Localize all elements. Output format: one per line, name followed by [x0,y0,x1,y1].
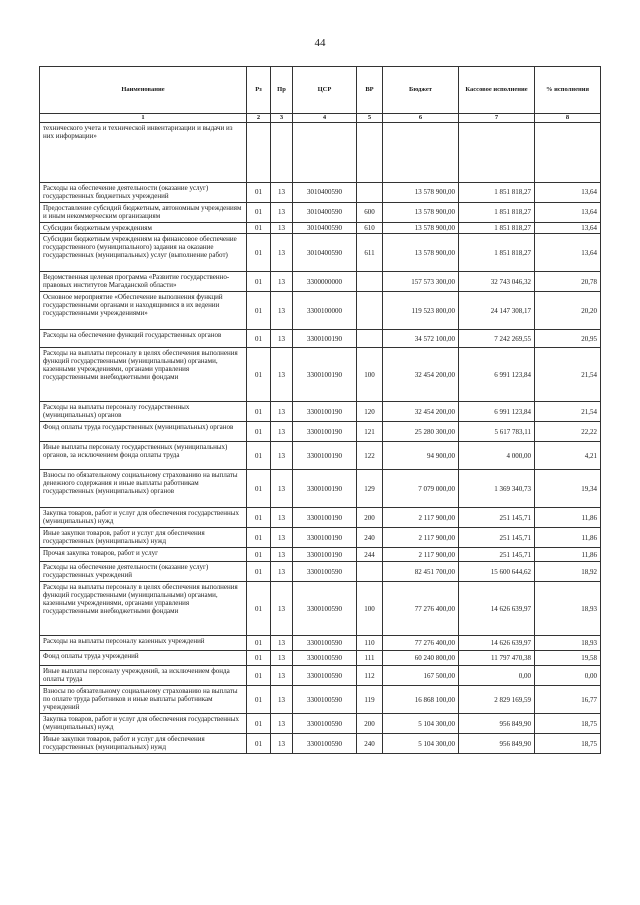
row-vr: 122 [357,442,383,470]
row-budget: 94 900,00 [383,442,459,470]
row-csr: 3300100590 [293,666,357,686]
row-csr: 3010400590 [293,183,357,203]
row-cash-execution: 11 797 470,38 [459,651,535,666]
row-pr: 13 [271,272,293,292]
column-number: 3 [271,114,293,123]
row-csr: 3300100590 [293,714,357,734]
table-row [40,203,601,223]
row-name: Фонд оплаты труда учреждений [40,651,247,666]
row-vr: 119 [357,686,383,714]
row-csr: 3010400590 [293,234,357,272]
row-budget: 32 454 200,00 [383,348,459,402]
column-number-row [40,114,601,123]
row-vr: 610 [357,223,383,234]
row-cash-execution: 5 617 783,11 [459,422,535,442]
row-rz: 01 [247,636,271,651]
row-budget: 77 276 400,00 [383,636,459,651]
row-cash-execution: 251 145,71 [459,528,535,548]
row-percent: 21,54 [535,348,601,402]
row-csr: 3300100190 [293,330,357,348]
row-csr: 3300100190 [293,528,357,548]
column-number: 2 [247,114,271,123]
row-name: Закупка товаров, работ и услуг для обеспечения государственных (муниципальных) нужд [40,714,247,734]
row-name: Предоставление субсидий бюджетным, автономным учреждениям и иным некоммерческим организациям [40,203,247,223]
row-cash-execution: 14 626 639,97 [459,582,535,636]
row-percent: 18,75 [535,734,601,754]
row-vr: 240 [357,734,383,754]
row-cash-execution: 1 369 340,73 [459,470,535,508]
row-pr [271,123,293,183]
row-pr: 13 [271,330,293,348]
row-cash-execution: 6 991 123,84 [459,402,535,422]
row-pr: 13 [271,203,293,223]
row-budget: 5 104 300,00 [383,734,459,754]
row-cash-execution: 2 829 169,59 [459,686,535,714]
row-budget: 60 240 800,00 [383,651,459,666]
header-vr: ВР [357,67,383,114]
row-name: Расходы на выплаты персоналу казенных учреждений [40,636,247,651]
table-row [40,582,601,636]
row-rz: 01 [247,686,271,714]
row-csr: 3010400590 [293,223,357,234]
row-percent: 11,86 [535,508,601,528]
row-vr: 129 [357,470,383,508]
row-percent: 18,92 [535,562,601,582]
row-pr: 13 [271,442,293,470]
page-number: 44 [314,37,326,49]
row-rz: 01 [247,666,271,686]
row-pr: 13 [271,292,293,330]
row-vr: 112 [357,666,383,686]
row-budget: 13 578 900,00 [383,223,459,234]
row-name: Субсидии бюджетным учреждениям [40,223,247,234]
row-cash-execution: 0,00 [459,666,535,686]
row-pr: 13 [271,714,293,734]
row-csr: 3300100590 [293,686,357,714]
row-cash-execution: 1 851 818,27 [459,234,535,272]
row-name: Расходы на выплаты персоналу в целях обеспечения выполнения функций государственными (муниципальными) органами, казенными учреждениями, органами управления государственными внебюджетными фондами [40,582,247,636]
row-pr: 13 [271,508,293,528]
row-cash-execution: 24 147 308,17 [459,292,535,330]
row-pr: 13 [271,528,293,548]
row-percent: 18,93 [535,636,601,651]
row-budget: 13 578 900,00 [383,203,459,223]
row-vr: 200 [357,714,383,734]
row-pr: 13 [271,636,293,651]
table-row [40,528,601,548]
row-pr: 13 [271,234,293,272]
row-cash-execution: 956 849,90 [459,734,535,754]
row-pr: 13 [271,183,293,203]
row-csr: 3010400590 [293,203,357,223]
row-rz: 01 [247,234,271,272]
column-number: 7 [459,114,535,123]
row-budget: 5 104 300,00 [383,714,459,734]
row-cash-execution: 15 600 644,62 [459,562,535,582]
row-rz: 01 [247,348,271,402]
row-cash-execution: 956 849,90 [459,714,535,734]
row-vr: 244 [357,548,383,562]
row-rz: 01 [247,223,271,234]
row-percent: 16,77 [535,686,601,714]
row-name: технического учета и технической инвентаризации и выдачи из них информации» [40,123,247,183]
row-rz: 01 [247,272,271,292]
row-rz: 01 [247,203,271,223]
row-rz: 01 [247,442,271,470]
row-name: Ведомственная целевая программа «Развитие государственно-правовых институтов Магаданской области» [40,272,247,292]
table-row [40,666,601,686]
row-csr: 3300100190 [293,470,357,508]
row-csr: 3300100190 [293,422,357,442]
column-number: 4 [293,114,357,123]
row-vr: 240 [357,528,383,548]
header-csr: ЦСР [293,67,357,114]
row-name: Расходы на обеспечение деятельности (оказание услуг) государственных бюджетных учреждений [40,183,247,203]
row-percent: 22,22 [535,422,601,442]
row-cash-execution: 4 000,00 [459,442,535,470]
row-vr [357,123,383,183]
table-row [40,686,601,714]
table-row [40,123,601,183]
row-pr: 13 [271,686,293,714]
row-rz: 01 [247,402,271,422]
row-pr: 13 [271,651,293,666]
row-pr: 13 [271,582,293,636]
row-rz: 01 [247,292,271,330]
row-rz: 01 [247,562,271,582]
table-row [40,636,601,651]
row-budget: 7 079 000,00 [383,470,459,508]
row-budget: 25 280 300,00 [383,422,459,442]
row-csr: 3300100590 [293,651,357,666]
row-percent [535,123,601,183]
column-number: 1 [40,114,247,123]
row-rz: 01 [247,548,271,562]
row-vr [357,330,383,348]
row-rz: 01 [247,734,271,754]
row-rz: 01 [247,330,271,348]
row-pr: 13 [271,348,293,402]
row-csr: 3300100190 [293,402,357,422]
row-percent: 13,64 [535,234,601,272]
row-percent: 13,64 [535,203,601,223]
row-csr: 3300100190 [293,442,357,470]
row-budget: 13 578 900,00 [383,234,459,272]
row-percent: 20,95 [535,330,601,348]
header-cash-execution: Кассовое исполнение [459,67,535,114]
table-row [40,651,601,666]
row-csr [293,123,357,183]
row-vr: 110 [357,636,383,651]
row-name: Иные закупки товаров, работ и услуг для обеспечения государственных (муниципальных) нужд [40,734,247,754]
row-name: Иные выплаты персоналу учреждений, за исключением фонда оплаты труда [40,666,247,686]
table-row [40,234,601,272]
table-row [40,402,601,422]
table-row [40,183,601,203]
row-vr: 100 [357,348,383,402]
row-budget: 167 500,00 [383,666,459,686]
row-pr: 13 [271,470,293,508]
row-budget: 82 451 700,00 [383,562,459,582]
row-name: Расходы на обеспечение функций государственных органов [40,330,247,348]
row-budget: 32 454 200,00 [383,402,459,422]
row-name: Субсидии бюджетным учреждениям на финансовое обеспечение государственного (муниципального) задания на оказание государственных (муниципальных) услуг (выполнение работ) [40,234,247,272]
row-csr: 3300000000 [293,272,357,292]
row-name: Расходы на выплаты персоналу государственных (муниципальных) органов [40,402,247,422]
row-vr: 611 [357,234,383,272]
row-percent: 11,86 [535,528,601,548]
row-cash-execution [459,123,535,183]
row-cash-execution: 14 626 639,97 [459,636,535,651]
row-percent: 13,64 [535,223,601,234]
table-body [40,123,601,754]
row-vr [357,562,383,582]
row-cash-execution: 1 851 818,27 [459,183,535,203]
row-name: Закупка товаров, работ и услуг для обеспечения государственных (муниципальных) нужд [40,508,247,528]
row-vr: 111 [357,651,383,666]
row-pr: 13 [271,402,293,422]
row-csr: 3300100590 [293,582,357,636]
row-percent: 18,93 [535,582,601,636]
row-pr: 13 [271,223,293,234]
column-number: 8 [535,114,601,123]
row-budget: 2 117 900,00 [383,548,459,562]
row-budget: 157 573 300,00 [383,272,459,292]
table-row [40,272,601,292]
header-pr: Пр [271,67,293,114]
table-row [40,442,601,470]
row-percent: 19,34 [535,470,601,508]
row-cash-execution: 6 991 123,84 [459,348,535,402]
table-row [40,223,601,234]
header-name: Наименование [40,67,247,114]
row-name: Взносы по обязательному социальному страхованию на выплаты денежного содержания и иные выплаты работникам государственных (муниципальных) органов [40,470,247,508]
row-vr [357,272,383,292]
row-vr [357,183,383,203]
row-percent: 11,86 [535,548,601,562]
row-rz: 01 [247,582,271,636]
table-row [40,508,601,528]
row-name: Расходы на обеспечение деятельности (оказание услуг) государственных учреждений [40,562,247,582]
row-cash-execution: 7 242 269,55 [459,330,535,348]
row-budget: 34 572 100,00 [383,330,459,348]
row-percent: 20,20 [535,292,601,330]
row-rz: 01 [247,528,271,548]
row-cash-execution: 1 851 818,27 [459,203,535,223]
table-row [40,348,601,402]
row-vr: 200 [357,508,383,528]
row-rz: 01 [247,183,271,203]
row-rz: 01 [247,470,271,508]
row-csr: 3300100190 [293,548,357,562]
row-vr: 600 [357,203,383,223]
header-percent-execution: % исполнения [535,67,601,114]
row-cash-execution: 32 743 046,32 [459,272,535,292]
row-percent: 18,75 [535,714,601,734]
row-pr: 13 [271,666,293,686]
row-percent: 4,21 [535,442,601,470]
row-vr: 100 [357,582,383,636]
table-row [40,422,601,442]
row-budget: 77 276 400,00 [383,582,459,636]
row-vr: 120 [357,402,383,422]
row-rz: 01 [247,422,271,442]
row-pr: 13 [271,548,293,562]
row-csr: 3300100190 [293,348,357,402]
header-rz: Рз [247,67,271,114]
row-percent: 21,54 [535,402,601,422]
row-budget: 16 868 100,00 [383,686,459,714]
row-rz: 01 [247,714,271,734]
row-name: Основное мероприятие «Обеспечение выполнения функций государственными органами и находящимися в их ведении государственными учреждениями» [40,292,247,330]
table-row [40,548,601,562]
row-rz: 01 [247,508,271,528]
row-name: Иные закупки товаров, работ и услуг для обеспечения государственных (муниципальных) нужд [40,528,247,548]
row-csr: 3300100590 [293,562,357,582]
row-name: Расходы на выплаты персоналу в целях обеспечения выполнения функций государственными (муниципальными) органами, казенными учреждениями, органами управления государственными внебюджетными фондами [40,348,247,402]
row-percent: 19,58 [535,651,601,666]
row-vr [357,292,383,330]
row-budget [383,123,459,183]
row-csr: 3300100190 [293,508,357,528]
row-name: Взносы по обязательному социальному страхованию на выплаты по оплате труда работников и иные выплаты работникам учреждений [40,686,247,714]
row-percent: 20,78 [535,272,601,292]
row-percent: 0,00 [535,666,601,686]
header-row [40,67,601,114]
table-row [40,330,601,348]
table-row [40,734,601,754]
row-cash-execution: 251 145,71 [459,548,535,562]
row-csr: 3300100000 [293,292,357,330]
row-csr: 3300100590 [293,636,357,651]
table-row [40,292,601,330]
row-pr: 13 [271,734,293,754]
row-pr: 13 [271,422,293,442]
row-cash-execution: 251 145,71 [459,508,535,528]
row-name: Прочая закупка товаров, работ и услуг [40,548,247,562]
row-vr: 121 [357,422,383,442]
table-row [40,562,601,582]
row-name: Иные выплаты персоналу государственных (муниципальных) органов, за исключением фонда оплаты труда [40,442,247,470]
column-number: 6 [383,114,459,123]
row-csr: 3300100590 [293,734,357,754]
row-budget: 2 117 900,00 [383,508,459,528]
row-rz [247,123,271,183]
table-row [40,470,601,508]
row-rz: 01 [247,651,271,666]
row-percent: 13,64 [535,183,601,203]
row-budget: 119 523 800,00 [383,292,459,330]
column-number: 5 [357,114,383,123]
row-budget: 13 578 900,00 [383,183,459,203]
table-row [40,714,601,734]
row-pr: 13 [271,562,293,582]
row-budget: 2 117 900,00 [383,528,459,548]
header-budget: Бюджет [383,67,459,114]
row-cash-execution: 1 851 818,27 [459,223,535,234]
budget-execution-table [39,66,601,754]
row-name: Фонд оплаты труда государственных (муниципальных) органов [40,422,247,442]
